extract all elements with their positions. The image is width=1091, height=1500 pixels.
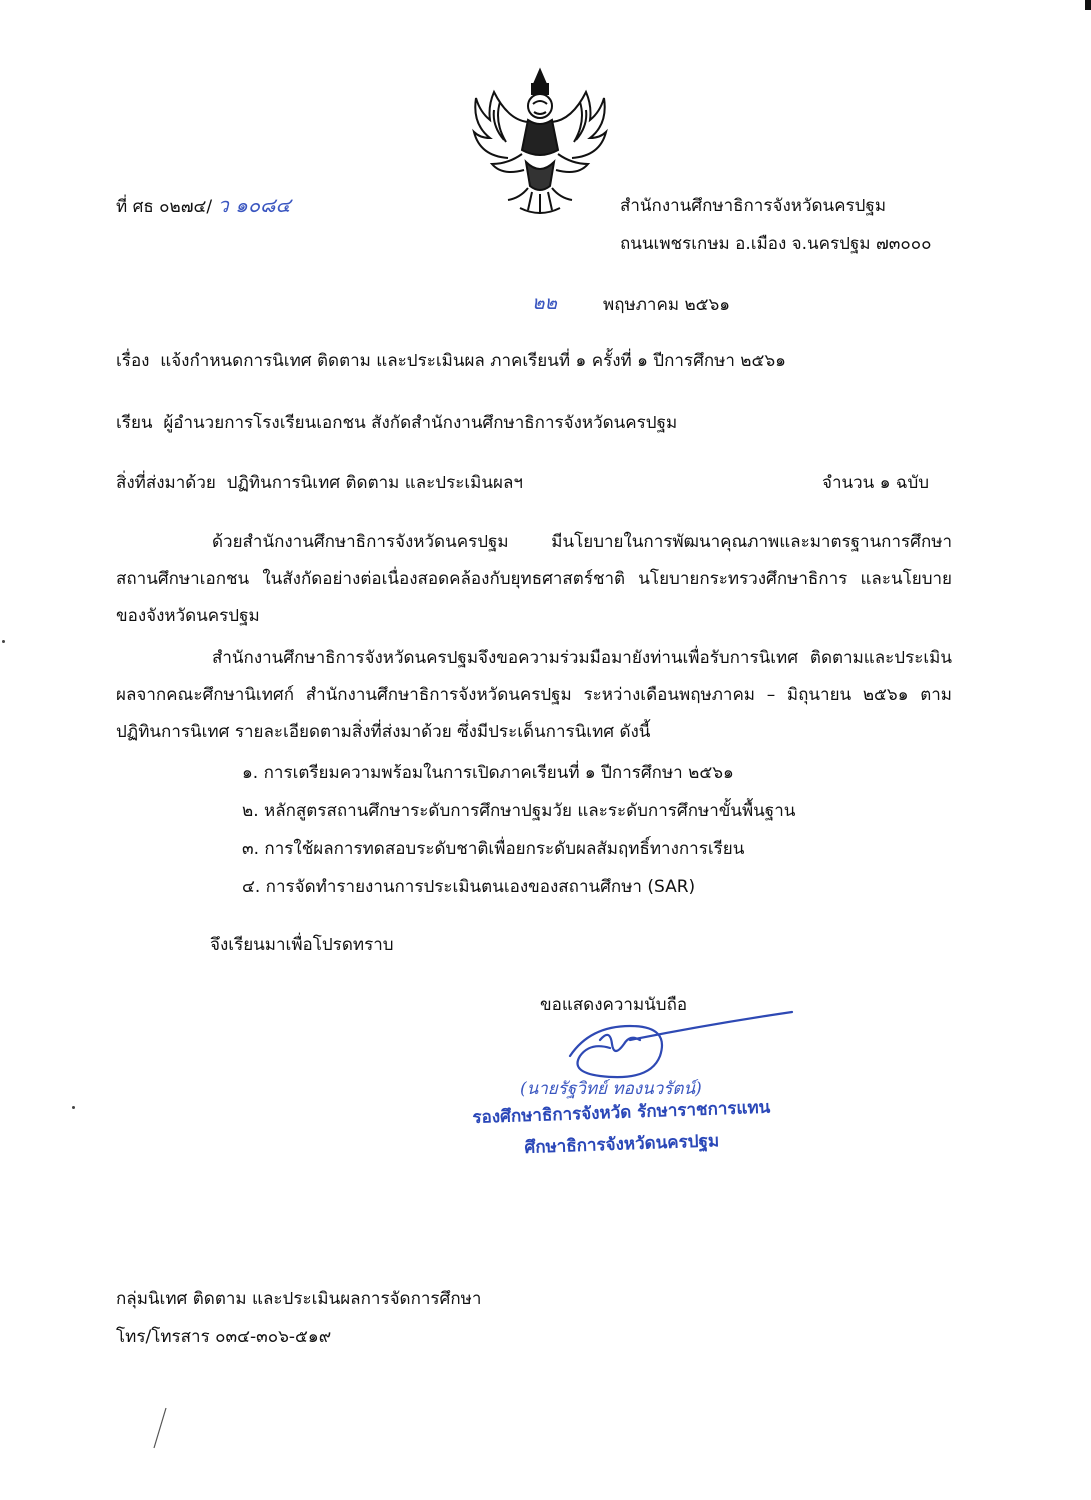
subject-text: แจ้งกำหนดการนิเทศ ติดตาม และประเมินผล ภาคเรียนที่ ๑ ครั้งที่ ๑ ปีการศึกษา ๒๕๖๑ (160, 351, 786, 371)
closing-text: จึงเรียนมาเพื่อโปรดทราบ (210, 935, 394, 955)
signatory-title-1: รองศึกษาธิการจังหวัด รักษาราชการแทน (472, 1097, 771, 1128)
signatory-name: (นายรัฐวิทย์ ทองนวรัตน์) (520, 1079, 702, 1099)
garuda-emblem-icon (470, 62, 610, 220)
recipient-text: ผู้อำนวยการโรงเรียนเอกชน สังกัดสำนักงานศึกษาธิการจังหวัดนครปฐม (163, 413, 678, 433)
footer-department: กลุ่มนิเทศ ติดตาม และประเมินผลการจัดการศึกษา (116, 1289, 482, 1309)
list-item: ๑. การเตรียมความพร้อมในการเปิดภาคเรียนที่ ๑ ปีการศึกษา ๒๕๖๑ (242, 763, 734, 783)
scan-edge-mark (1085, 0, 1091, 10)
scan-speck (2, 640, 5, 643)
date-month-year: พฤษภาคม ๒๕๖๑ (603, 295, 731, 315)
enclosure-line (116, 472, 523, 494)
org-address: ถนนเพชรเกษม อ.เมือง จ.นครปฐม ๗๓๐๐๐ (620, 234, 932, 254)
regards-text: ขอแสดงความนับถือ (540, 995, 688, 1015)
recipient-line (116, 412, 677, 434)
doc-number-handwritten: ว ๑๐๘๔ (217, 193, 291, 217)
subject-label: เรื่อง (116, 351, 150, 371)
footer-phone: โทร/โทรสาร ๐๓๔-๓๐๖-๕๑๙ (116, 1327, 332, 1347)
list-item: ๒. หลักสูตรสถานศึกษาระดับการศึกษาปฐมวัย และระดับการศึกษาขั้นพื้นฐาน (242, 801, 796, 821)
list-item: ๔. การจัดทำรายงานการประเมินตนเองของสถานศึกษา (SAR) (242, 877, 696, 897)
enclosure-text: ปฏิทินการนิเทศ ติดตาม และประเมินผลฯ (226, 473, 523, 493)
recipient-label: เรียน (116, 413, 153, 433)
body-paragraph-1: ด้วยสำนักงานศึกษาธิการจังหวัดนครปฐม มีนโยบายในการพัฒนาคุณภาพและมาตรฐานการศึกษาสถานศึกษาเอกชน ในสังกัดอย่างต่อเนื่องสอดคล้องกับยุทธศาสตร์ชาติ นโยบายกระทรวงศึกษาธิการ และนโยบายของจังหวัดนครปฐม (116, 532, 952, 626)
body-paragraph-2: สำนักงานศึกษาธิการจังหวัดนครปฐมจึงขอความร่วมมือมายังท่านเพื่อรับการนิเทศ ติดตามและประเมินผลจากคณะศึกษานิเทศก์ สำนักงานศึกษาธิการจังหวัดนครปฐม ระหว่างเดือนพฤษภาคม – มิถุนายน ๒๕๖๑ ตามปฏิทินการนิเทศ รายละเอียดตามสิ่งที่ส่งมาด้วย ซึ่งมีประเด็นการนิเทศ ดังนี้ (116, 648, 952, 742)
subject-line (116, 350, 786, 372)
scan-speck (72, 1106, 75, 1109)
date-day-handwritten: ๒๒ (532, 292, 558, 314)
org-name: สำนักงานศึกษาธิการจังหวัดนครปฐม (620, 196, 887, 216)
enclosure-label: สิ่งที่ส่งมาด้วย (116, 473, 216, 493)
doc-number-label: ที่ ศธ ๐๒๗๔/ (116, 197, 213, 217)
doc-number (116, 194, 291, 218)
scan-stroke-mark (148, 1406, 172, 1450)
enclosure-count: จำนวน ๑ ฉบับ (822, 473, 930, 493)
signatory-title-2: ศึกษาธิการจังหวัดนครปฐม (524, 1131, 720, 1158)
list-item: ๓. การใช้ผลการทดสอบระดับชาติเพื่อยกระดับผลสัมฤทธิ์ทางการเรียน (242, 839, 745, 859)
